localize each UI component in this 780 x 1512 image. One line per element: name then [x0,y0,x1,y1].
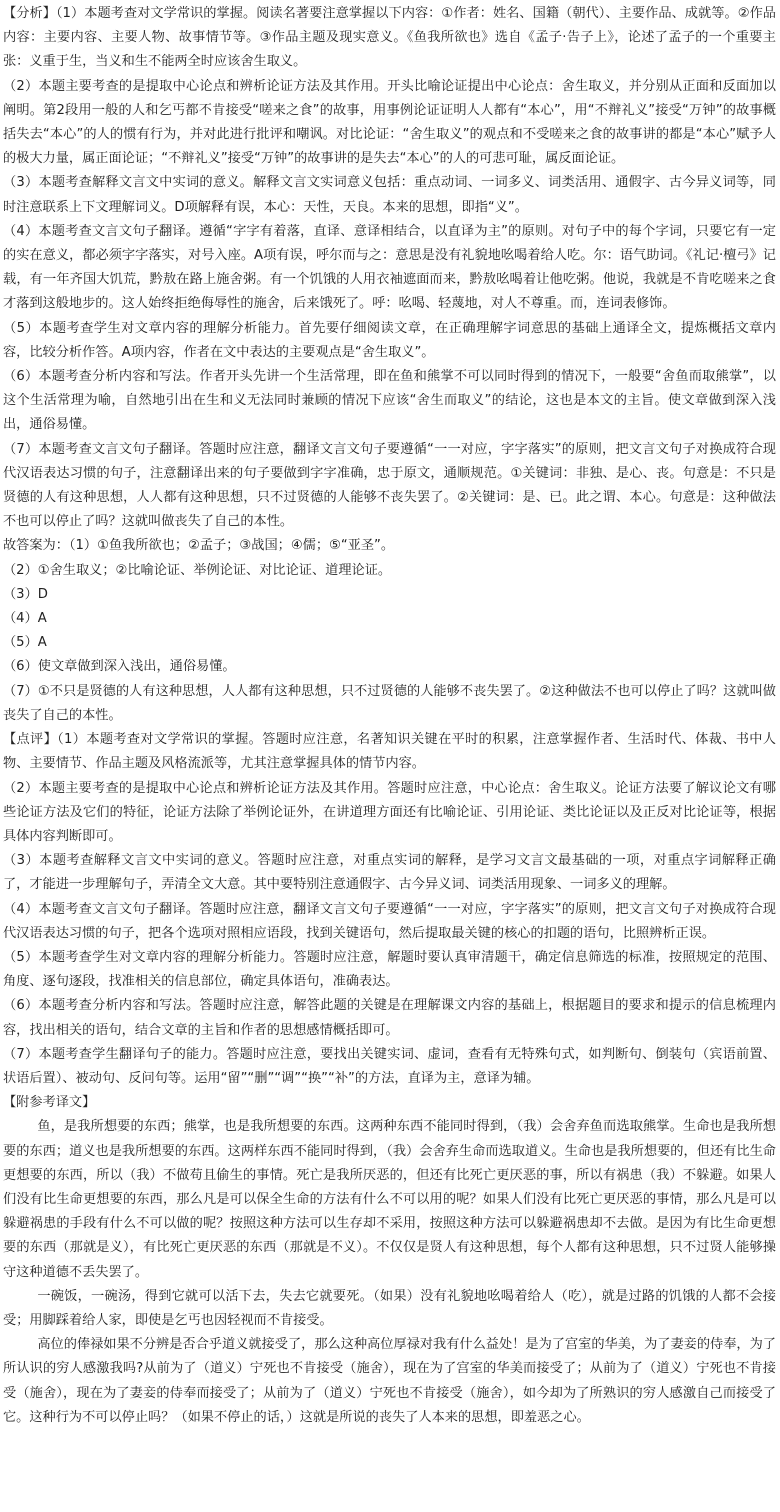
analysis-item-text: （1）本题考查对文学常识的掌握。阅读名著要注意掌握以下内容：①作者：姓名、国籍（朝代）、主要作品、成就等。②作品内容：主要内容、主要人物、故事情节等。③作品主题及现实意义。《鱼我所欲也》选自《孟子·告子上》，论述了孟子的一个重要主张：义重于生，当义和生不能两全时应该舍生取义。 [3,6,776,70]
answer-item-5: （5）A [3,635,47,651]
analysis-item-1 [3,2,776,75]
answer-item-6: （6）使文章做到深入浅出，通俗易懂。 [3,659,236,675]
comment-item-7: （7）本题考查学生翻译句子的能力。答题时应注意，要找出关键实词、虚词，查看有无特殊句式，如判断句、倒装句（宾语前置、状语后置）、被动句、反问句等。运用“留”“删”“调”“换”“补”的方法，直译为主，意译为辅。 [3,1046,776,1086]
comment-item-5: （5）本题考查学生对文章内容的理解分析能力。答题时应注意，解题时要认真审清题干，确定信息筛选的标准，按照规定的范围、角度、逐句逐段，找准相关的信息部位，确定具体语句，准确表达。 [3,949,776,990]
translation-label: 【附参考译文】 [3,1095,96,1111]
comment-item-6: （6）本题考查分析内容和写法。答题时应注意，解答此题的关键是在理解课文内容的基础上，根据题目的要求和提示的信息梳理内容，找出相关的语句，结合文章的主旨和作者的思想感情概括即可。 [3,998,776,1038]
answer-item-2: （2）①舍生取义；②比喻论证、举例论证、对比论证、道理论证。 [3,562,392,578]
comment-item-4: （4）本题考查文言文句子翻译。答题时应注意，翻译文言文句子要遵循“一一对应，字字落实”的原则，把文言文句子对换成符合现代汉语表达习惯的句子，把各个选项对照相应语段，找到关键语句，然后提取最关键的核心的扣题的语句，比照辨析正误。 [3,901,776,941]
analysis-item-3: （3）本题考查解释文言文中实词的意义。解释文言文实词意义包括：重点动词、一词多义、词类活用、通假字、古今异义词等，同时注意联系上下文理解词义。D项解释有误，本心：天性，天良。本来的思想，即指“义”。 [3,175,776,215]
comment-label: 【点评】 [3,732,58,748]
answer-item-7: （7）①不只是贤德的人有这种思想，人人都有这种思想，只不过贤德的人能够不丧失罢了。②这种做法不也可以停止了吗？这就叫做丧失了自己的本性。 [3,683,776,723]
comment-item-3: （3）本题考查解释文言文中实词的意义。答题时应注意，对重点实词的解释，是学习文言文最基础的一项，对重点字词解释正确了，才能进一步理解句子，弄清全文大意。其中要特别注意通假字、古今异义词、词类活用现象、一词多义的理解。 [3,853,776,893]
comment-item-text: （1）本题考查对文学常识的掌握。答题时应注意，名著知识关键在平时的积累，注意掌握作者、生活时代、体裁、书中人物、主要情节、作品主题及风格流派等，尤其注意掌握具体的情节内容。 [3,732,776,772]
answer-item-3: （3）D [3,586,48,602]
translation-paragraph-2: 一碗饭，一碗汤，得到它就可以活下去，失去它就要死。（如果）没有礼貌地吆喝着给人（吃），就是过路的饥饿的人都不会接受；用脚踩着给人家，即使是乞丐也因轻视而不肯接受。 [3,1288,776,1328]
analysis-label: 【分析】 [3,6,56,21]
analysis-item-6: （6）本题考查分析内容和写法。作者开头先讲一个生活常理，即在鱼和熊掌不可以同时得到的情况下，一般要“舍鱼而取熊掌”，以这个生活常理为喻，自然地引出在生和义无法同时兼顾的情况下应该“舍生而取义”的结论，这也是本文的主旨。使文章做到深入浅出，通俗易懂。 [3,369,776,433]
analysis-item-7: （7）本题考查文言文句子翻译。答题时应注意，翻译文言文句子要遵循“一一对应，字字落实”的原则，把文言文句子对换成符合现代汉语表达习惯的句子，注意翻译出来的句子要做到字字准确，忠于原文，通顺规范。①关键词：非独、是心、丧。句意是：不只是贤德的人有这种思想，人人都有这种思想，只不过贤德的人能够不丧失罢了。②关键词：是、已。此之谓、本心。句意是：这种做法不也可以停止了吗？这就叫做丧失了自己的本性。 [3,441,776,530]
analysis-item-4: （4）本题考查文言文句子翻译。遵循“字字有着落，直译、意译相结合，以直译为主”的原则。对句子中的每个字词，只要它有一定的实在意义，都必须字字落实，对号入座。A项有误，呼尔而与之：意思是没有礼貌地吆喝着给人吃。尔：语气助词。《礼记·檀弓》记载，有一年齐国大饥荒，黔敖在路上施舍粥。有一个饥饿的人用衣袖遮面而来，黔敖吆喝着让他吃粥。他说，我就是不肯吃嗟来之食才落到这般地步的。这人始终拒绝侮辱性的施舍，后来饿死了。呼：吆喝、轻蔑地，对人不尊重。而，连词表修饰。 [3,223,776,312]
comment-item-2: （2）本题主要考查的是提取中心论点和辨析论证方法及其作用。答题时应注意，中心论点：舍生取义。论证方法要了解议论文有哪些论证方法及它们的特征，论证方法除了举例论证外，在讲道理方面还有比喻论证、引用论证、类比论证以及正反对比论证等，根据具体内容判断即可。 [3,780,776,844]
analysis-item-2: （2）本题主要考查的是提取中心论点和辨析论证方法及其作用。开头比喻论证提出中心论点：舍生取义，并分别从正面和反面加以阐明。第2段用一般的人和乞丐都不肯接受“嗟来之食”的故事，用事例论证证明人人都有“本心”，用“不辩礼义”接受“万钟”的故事概括失去“本心”的人的惯有行为，并对此进行批评和嘲讽。对比论证：“舍生取义”的观点和不受嗟来之食的故事讲的都是“本心”赋予人的极大力量，属正面论证；“不辩礼义”接受“万钟”的故事讲的是失去“本心”的人的可悲可耻，属反面论证。 [3,78,776,167]
translation-paragraph-1: 鱼，是我所想要的东西；熊掌，也是我所想要的东西。这两种东西不能同时得到，（我）会舍弃鱼而选取熊掌。生命也是我所想要的东西；道义也是我所想要的东西。这两样东西不能同时得到，（我）会舍弃生命而选取道义。生命也是我所想要的，但还有比生命更想要的东西，所以（我）不做苟且偷生的事情。死亡是我所厌恶的，但还有比死亡更厌恶的事，所以有祸患（我）不躲避。如果人们没有比生命更想要的东西，那么凡是可以保全生命的方法有什么不可以用的呢？如果人们没有比死亡更厌恶的事情，那么凡是可以躲避祸患的手段有什么不可以做的呢？按照这种方法可以生存却不采用，按照这种方法可以躲避祸患却不去做。是因为有比生命更想要的东西（那就是义），有比死亡更厌恶的东西（那就是不义）。不仅仅是贤人有这种思想，每个人都有这种思想，只不过贤人能够操守这种道德不丢失罢了。 [3,1119,776,1280]
answer-lead: 故答案为：（1）①鱼我所欲也；②孟子；③战国；④儒；⑤“亚圣”。 [3,538,395,554]
analysis-item-5: （5）本题考查学生对文章内容的理解分析能力。首先要仔细阅读文章，在正确理解字词意思的基础上通译全文，提炼概括文章内容，比较分析作答。A项内容，作者在文中表达的主要观点是“舍生取义”。 [3,320,776,360]
translation-paragraph-3: 高位的俸禄如果不分辨是否合乎道义就接受了，那么这种高位厚禄对我有什么益处！是为了宫室的华美，为了妻妾的侍奉，为了所认识的穷人感激我吗?从前为了（道义）宁死也不肯接受（施舍），现在为了宫室的华美而接受了；从前为了（道义）宁死也不肯接受（施舍），现在为了妻妾的侍奉而接受了；从前为了（道义）宁死也不肯接受（施舍），如今却为了所熟识的穷人感激自己而接受了它。这种行为不可以停止吗？（如果不停止的话，）这就是所说的丧失了人本来的思想，即羞恶之心。 [3,1337,776,1425]
answer-item-4: （4）A [3,611,47,627]
comment-item-1 [3,728,776,776]
